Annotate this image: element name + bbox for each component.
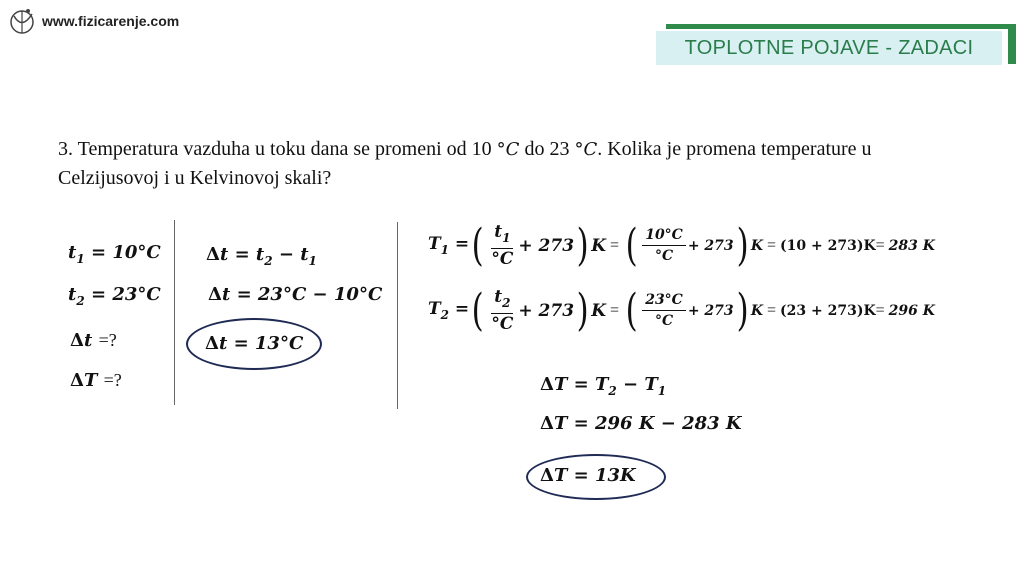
t1-plus273: + 273 bbox=[518, 235, 575, 256]
t2-frac-num: t bbox=[494, 287, 503, 307]
problem-unit2: °C bbox=[574, 139, 598, 160]
t1-result: 283 K bbox=[888, 237, 935, 254]
kelvin-diff-rhs: = T bbox=[573, 374, 609, 395]
kelvin-t1-equation: $T_1$ = ( $\frac{t_1}{^\circ C}$ + 273 ) K = ( $\frac{10^\circ C}{^\circ C}$ + 273 ) K = (10 + 273)K = 283 K bbox=[428, 219, 935, 271]
divider-1 bbox=[174, 220, 175, 405]
t1-expression: (10 + 273)K bbox=[780, 237, 876, 254]
celsius-step: Δt = 23°C − 10°C bbox=[208, 284, 383, 305]
t1-val-K: K bbox=[750, 237, 763, 254]
unknown-dt: Δt =? bbox=[70, 330, 117, 351]
kelvin-diff-values: ΔT = 296 K − 283 K bbox=[540, 413, 742, 434]
banner-accent-side bbox=[1008, 24, 1016, 64]
t2-expression: (23 + 273)K bbox=[780, 302, 876, 319]
section-title: TOPLOTNE POJAVE - ZADACI bbox=[656, 31, 1002, 65]
t2-val-num: 23°C bbox=[642, 290, 686, 311]
given-t2: $t_2 = 23^\circ C$ bbox=[68, 284, 161, 308]
given-t1: $t_1 = 10^\circ C$ bbox=[68, 242, 161, 266]
site-url[interactable]: www.fizicarenje.com bbox=[42, 13, 180, 29]
kelvin-diff-values-text: = 296 K − 283 K bbox=[573, 413, 742, 434]
t1-val-plus273: + 273 bbox=[687, 237, 734, 254]
celsius-result-value: = 13°C bbox=[233, 333, 304, 354]
t2-frac-den: °C bbox=[491, 314, 514, 334]
t1-frac-den: °C bbox=[491, 249, 514, 269]
problem-text bbox=[58, 135, 958, 192]
problem-part3: . Kolika je promena temperature u Celzijusovoj i u Kelvinovoj skali? bbox=[58, 138, 872, 189]
t2-val-plus273: + 273 bbox=[687, 302, 734, 319]
logo-icon bbox=[8, 6, 38, 36]
unknown-dT-label: =? bbox=[103, 370, 122, 390]
kelvin-t2-equation: $T_2$ = ( $\frac{t_2}{^\circ C}$ + 273 ) K = ( $\frac{23^\circ C}{^\circ C}$ + 273 ) K = (23 + 273)K = 296 K bbox=[428, 284, 935, 336]
divider-2 bbox=[397, 222, 398, 409]
t2-K: K bbox=[591, 300, 606, 321]
unknown-dt-label: =? bbox=[98, 330, 117, 350]
celsius-step-values: = 23°C − 10°C bbox=[236, 284, 383, 305]
given-t2-value: 23°C bbox=[112, 284, 161, 305]
t1-val-den: °C bbox=[654, 248, 674, 264]
t1-frac-num: t bbox=[494, 222, 503, 242]
celsius-formula-rhs: = t bbox=[234, 244, 265, 265]
unknown-dT: ΔT =? bbox=[70, 370, 122, 391]
kelvin-diff-result: ΔT = 13K bbox=[540, 465, 636, 486]
site-logo[interactable] bbox=[8, 6, 179, 36]
problem-part1: 3. Temperatura vazduha u toku dana se promeni od 10 bbox=[58, 138, 497, 160]
celsius-result: Δt = 13°C bbox=[205, 333, 304, 354]
t2-val-den: °C bbox=[654, 313, 674, 329]
banner-accent-bar bbox=[666, 24, 1016, 29]
celsius-formula: $\Delta t = t_2 - t_1$ bbox=[206, 244, 317, 268]
t1-K: K bbox=[591, 235, 606, 256]
t2-result: 296 K bbox=[888, 302, 935, 319]
problem-unit1: °C bbox=[496, 139, 520, 160]
given-t1-value: 10°C bbox=[112, 242, 161, 263]
t2-val-K: K bbox=[750, 302, 763, 319]
kelvin-diff-result-value: = 13K bbox=[573, 465, 636, 486]
kelvin-diff-formula: $\Delta T = T_2 - T_1$ bbox=[540, 374, 667, 398]
t2-plus273: + 273 bbox=[518, 300, 575, 321]
t1-val-num: 10°C bbox=[642, 225, 686, 246]
problem-part2: do 23 bbox=[519, 138, 575, 160]
